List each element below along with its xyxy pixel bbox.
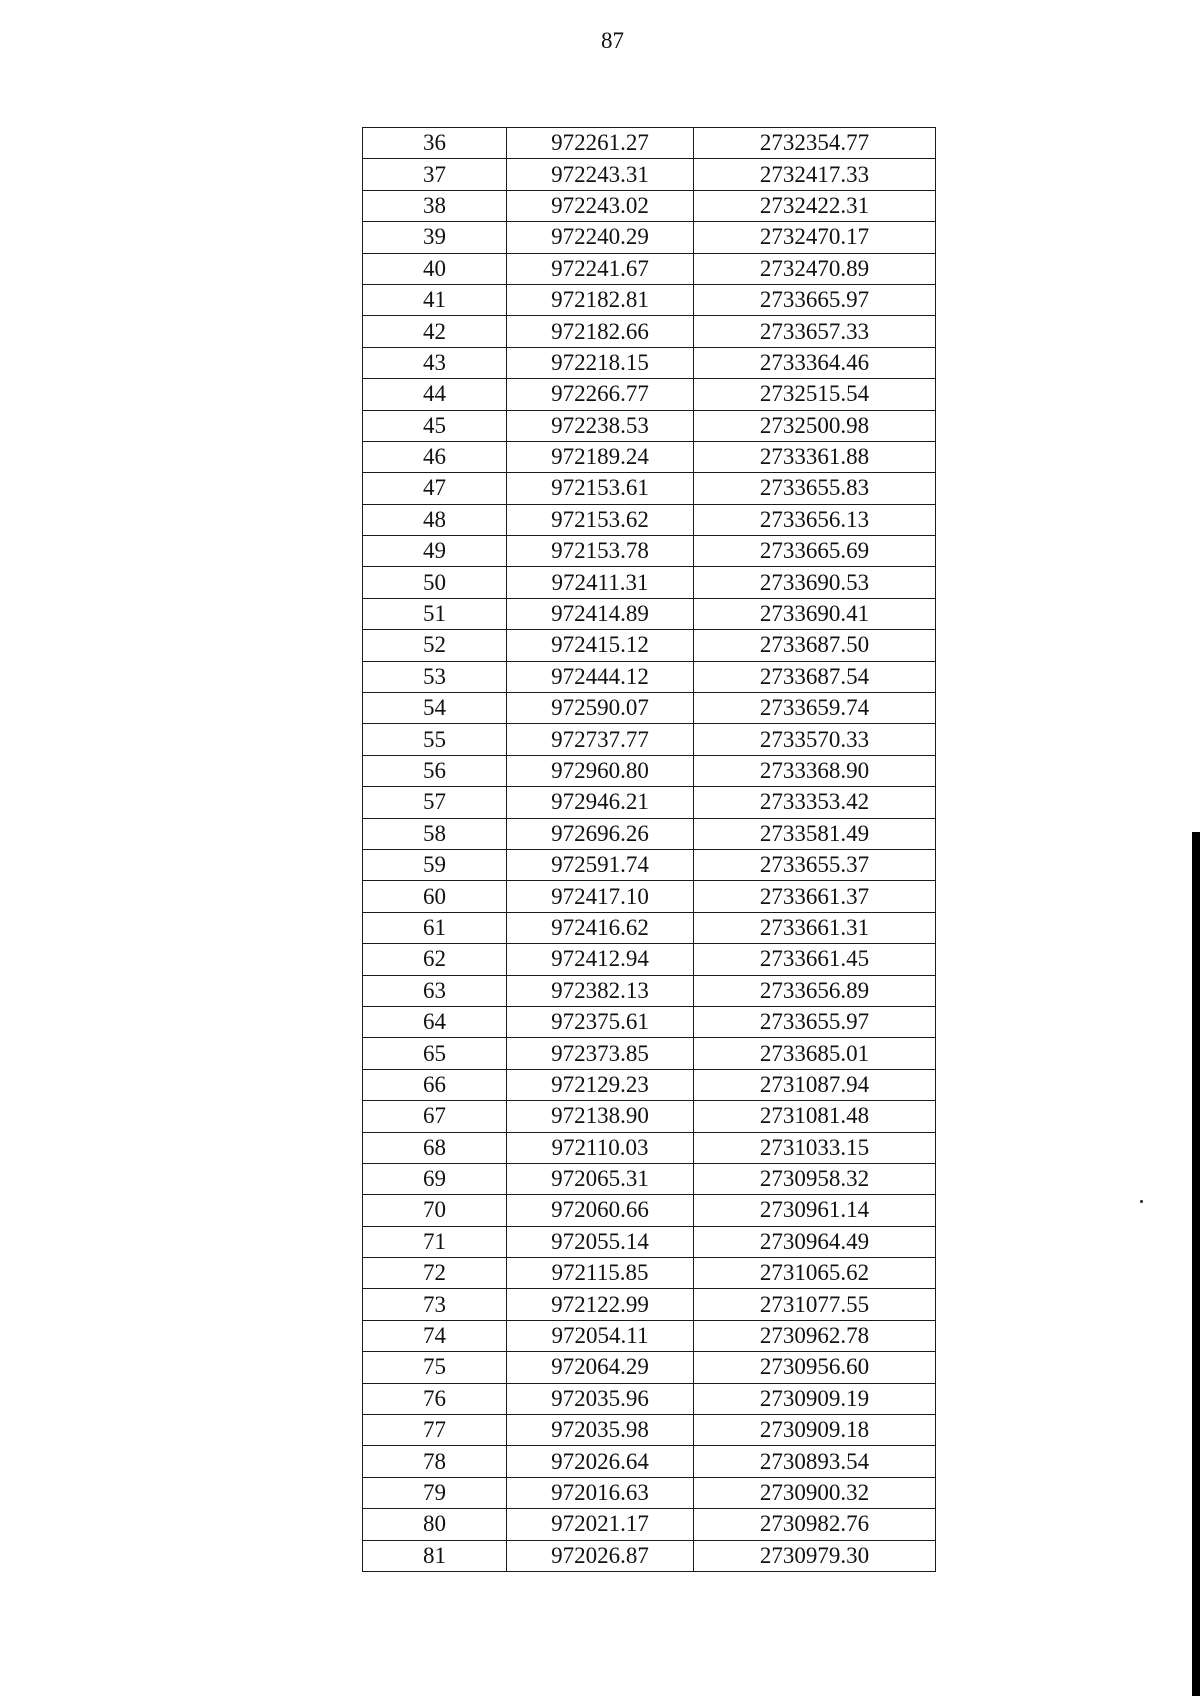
table-row (363, 1477, 936, 1508)
x-coordinate-cell: 972416.62 (507, 912, 694, 943)
table-row (363, 724, 936, 755)
table-row (363, 881, 936, 912)
x-coordinate-cell: 972590.07 (507, 693, 694, 724)
x-coordinate-cell: 972153.61 (507, 473, 694, 504)
x-coordinate-cell: 972382.13 (507, 975, 694, 1006)
y-coordinate-cell: 2731033.15 (694, 1132, 936, 1163)
y-coordinate-cell: 2732470.89 (694, 253, 936, 284)
point-number-cell: 80 (363, 1509, 507, 1540)
table-row (363, 567, 936, 598)
point-number-cell: 81 (363, 1540, 507, 1571)
x-coordinate-cell: 972261.27 (507, 128, 694, 159)
point-number-cell: 72 (363, 1258, 507, 1289)
table-row (363, 1006, 936, 1037)
x-coordinate-cell: 972375.61 (507, 1006, 694, 1037)
y-coordinate-cell: 2733581.49 (694, 818, 936, 849)
point-number-cell: 78 (363, 1446, 507, 1477)
x-coordinate-cell: 972591.74 (507, 849, 694, 880)
point-number-cell: 69 (363, 1163, 507, 1194)
x-coordinate-cell: 972021.17 (507, 1509, 694, 1540)
x-coordinate-cell: 972016.63 (507, 1477, 694, 1508)
table-row (363, 1101, 936, 1132)
point-number-cell: 61 (363, 912, 507, 943)
y-coordinate-cell: 2733687.50 (694, 630, 936, 661)
point-number-cell: 53 (363, 661, 507, 692)
table-row (363, 975, 936, 1006)
y-coordinate-cell: 2733364.46 (694, 347, 936, 378)
y-coordinate-cell: 2732470.17 (694, 222, 936, 253)
table-row (363, 1038, 936, 1069)
table-row (363, 128, 936, 159)
table-row (363, 441, 936, 472)
x-coordinate-cell: 972414.89 (507, 598, 694, 629)
table-row (363, 787, 936, 818)
y-coordinate-cell: 2733665.97 (694, 284, 936, 315)
point-number-cell: 37 (363, 159, 507, 190)
table-row (363, 944, 936, 975)
table-row (363, 630, 936, 661)
x-coordinate-cell: 972189.24 (507, 441, 694, 472)
point-number-cell: 54 (363, 693, 507, 724)
table-row (363, 222, 936, 253)
x-coordinate-cell: 972129.23 (507, 1069, 694, 1100)
y-coordinate-cell: 2730909.18 (694, 1415, 936, 1446)
point-number-cell: 38 (363, 190, 507, 221)
x-coordinate-cell: 972946.21 (507, 787, 694, 818)
y-coordinate-cell: 2733655.83 (694, 473, 936, 504)
point-number-cell: 63 (363, 975, 507, 1006)
point-number-cell: 43 (363, 347, 507, 378)
point-number-cell: 77 (363, 1415, 507, 1446)
x-coordinate-cell: 972182.66 (507, 316, 694, 347)
point-number-cell: 62 (363, 944, 507, 975)
table-row (363, 693, 936, 724)
x-coordinate-cell: 972412.94 (507, 944, 694, 975)
table-row (363, 316, 936, 347)
x-coordinate-cell: 972415.12 (507, 630, 694, 661)
y-coordinate-cell: 2730893.54 (694, 1446, 936, 1477)
point-number-cell: 65 (363, 1038, 507, 1069)
y-coordinate-cell: 2733685.01 (694, 1038, 936, 1069)
table-row (363, 473, 936, 504)
y-coordinate-cell: 2732500.98 (694, 410, 936, 441)
scan-edge-shadow (1192, 832, 1200, 1696)
x-coordinate-cell: 972065.31 (507, 1163, 694, 1194)
coordinate-table-body (363, 128, 936, 1572)
x-coordinate-cell: 972241.67 (507, 253, 694, 284)
point-number-cell: 58 (363, 818, 507, 849)
x-coordinate-cell: 972026.87 (507, 1540, 694, 1571)
point-number-cell: 49 (363, 536, 507, 567)
point-number-cell: 60 (363, 881, 507, 912)
y-coordinate-cell: 2730956.60 (694, 1352, 936, 1383)
table-row (363, 253, 936, 284)
x-coordinate-cell: 972035.96 (507, 1383, 694, 1414)
table-row (363, 536, 936, 567)
x-coordinate-cell: 972243.31 (507, 159, 694, 190)
y-coordinate-cell: 2733665.69 (694, 536, 936, 567)
y-coordinate-cell: 2730964.49 (694, 1226, 936, 1257)
y-coordinate-cell: 2732354.77 (694, 128, 936, 159)
x-coordinate-cell: 972138.90 (507, 1101, 694, 1132)
point-number-cell: 45 (363, 410, 507, 441)
table-row (363, 1320, 936, 1351)
table-row (363, 410, 936, 441)
x-coordinate-cell: 972243.02 (507, 190, 694, 221)
table-row (363, 379, 936, 410)
table-row (363, 1195, 936, 1226)
x-coordinate-cell: 972417.10 (507, 881, 694, 912)
x-coordinate-cell: 972411.31 (507, 567, 694, 598)
table-row (363, 849, 936, 880)
y-coordinate-cell: 2731065.62 (694, 1258, 936, 1289)
y-coordinate-cell: 2730900.32 (694, 1477, 936, 1508)
x-coordinate-cell: 972035.98 (507, 1415, 694, 1446)
y-coordinate-cell: 2730982.76 (694, 1509, 936, 1540)
point-number-cell: 74 (363, 1320, 507, 1351)
table-row (363, 1446, 936, 1477)
table-row (363, 190, 936, 221)
table-row (363, 1509, 936, 1540)
x-coordinate-cell: 972060.66 (507, 1195, 694, 1226)
point-number-cell: 46 (363, 441, 507, 472)
point-number-cell: 68 (363, 1132, 507, 1163)
y-coordinate-cell: 2731081.48 (694, 1101, 936, 1132)
x-coordinate-cell: 972737.77 (507, 724, 694, 755)
x-coordinate-cell: 972696.26 (507, 818, 694, 849)
y-coordinate-cell: 2733690.41 (694, 598, 936, 629)
table-row (363, 1540, 936, 1571)
y-coordinate-cell: 2733368.90 (694, 755, 936, 786)
point-number-cell: 36 (363, 128, 507, 159)
point-number-cell: 59 (363, 849, 507, 880)
y-coordinate-cell: 2733656.13 (694, 504, 936, 535)
point-number-cell: 48 (363, 504, 507, 535)
y-coordinate-cell: 2733655.97 (694, 1006, 936, 1037)
page-number: 87 (601, 28, 624, 53)
point-number-cell: 42 (363, 316, 507, 347)
point-number-cell: 66 (363, 1069, 507, 1100)
y-coordinate-cell: 2730962.78 (694, 1320, 936, 1351)
x-coordinate-cell: 972064.29 (507, 1352, 694, 1383)
y-coordinate-cell: 2733659.74 (694, 693, 936, 724)
table-row (363, 1289, 936, 1320)
y-coordinate-cell: 2733655.37 (694, 849, 936, 880)
point-number-cell: 67 (363, 1101, 507, 1132)
y-coordinate-cell: 2732422.31 (694, 190, 936, 221)
point-number-cell: 51 (363, 598, 507, 629)
y-coordinate-cell: 2733661.37 (694, 881, 936, 912)
x-coordinate-cell: 972218.15 (507, 347, 694, 378)
x-coordinate-cell: 972110.03 (507, 1132, 694, 1163)
point-number-cell: 56 (363, 755, 507, 786)
y-coordinate-cell: 2733661.45 (694, 944, 936, 975)
x-coordinate-cell: 972115.85 (507, 1258, 694, 1289)
y-coordinate-cell: 2732417.33 (694, 159, 936, 190)
x-coordinate-cell: 972153.62 (507, 504, 694, 535)
x-coordinate-cell: 972055.14 (507, 1226, 694, 1257)
table-row (363, 598, 936, 629)
table-row (363, 755, 936, 786)
x-coordinate-cell: 972240.29 (507, 222, 694, 253)
y-coordinate-cell: 2733687.54 (694, 661, 936, 692)
x-coordinate-cell: 972153.78 (507, 536, 694, 567)
point-number-cell: 44 (363, 379, 507, 410)
table-row (363, 504, 936, 535)
point-number-cell: 57 (363, 787, 507, 818)
x-coordinate-cell: 972373.85 (507, 1038, 694, 1069)
y-coordinate-cell: 2732515.54 (694, 379, 936, 410)
point-number-cell: 75 (363, 1352, 507, 1383)
table-row (363, 1132, 936, 1163)
point-number-cell: 79 (363, 1477, 507, 1508)
y-coordinate-cell: 2730909.19 (694, 1383, 936, 1414)
point-number-cell: 70 (363, 1195, 507, 1226)
table-row (363, 1069, 936, 1100)
table-row (363, 1415, 936, 1446)
point-number-cell: 64 (363, 1006, 507, 1037)
table-row (363, 912, 936, 943)
x-coordinate-cell: 972960.80 (507, 755, 694, 786)
table-row (363, 284, 936, 315)
point-number-cell: 52 (363, 630, 507, 661)
y-coordinate-cell: 2733656.89 (694, 975, 936, 1006)
table-row (363, 1163, 936, 1194)
coordinate-table (362, 127, 936, 1572)
y-coordinate-cell: 2730979.30 (694, 1540, 936, 1571)
point-number-cell: 39 (363, 222, 507, 253)
point-number-cell: 76 (363, 1383, 507, 1414)
table-row (363, 1226, 936, 1257)
x-coordinate-cell: 972054.11 (507, 1320, 694, 1351)
y-coordinate-cell: 2733353.42 (694, 787, 936, 818)
table-row (363, 1383, 936, 1414)
y-coordinate-cell: 2731087.94 (694, 1069, 936, 1100)
x-coordinate-cell: 972182.81 (507, 284, 694, 315)
y-coordinate-cell: 2733690.53 (694, 567, 936, 598)
point-number-cell: 55 (363, 724, 507, 755)
y-coordinate-cell: 2733661.31 (694, 912, 936, 943)
table-row (363, 1258, 936, 1289)
point-number-cell: 71 (363, 1226, 507, 1257)
x-coordinate-cell: 972238.53 (507, 410, 694, 441)
table-row (363, 661, 936, 692)
point-number-cell: 47 (363, 473, 507, 504)
point-number-cell: 73 (363, 1289, 507, 1320)
x-coordinate-cell: 972444.12 (507, 661, 694, 692)
table-row (363, 1352, 936, 1383)
scan-speck (1140, 1200, 1143, 1203)
y-coordinate-cell: 2733657.33 (694, 316, 936, 347)
x-coordinate-cell: 972266.77 (507, 379, 694, 410)
table-row (363, 159, 936, 190)
y-coordinate-cell: 2731077.55 (694, 1289, 936, 1320)
x-coordinate-cell: 972026.64 (507, 1446, 694, 1477)
table-row (363, 347, 936, 378)
table-row (363, 818, 936, 849)
point-number-cell: 50 (363, 567, 507, 598)
y-coordinate-cell: 2730961.14 (694, 1195, 936, 1226)
y-coordinate-cell: 2730958.32 (694, 1163, 936, 1194)
point-number-cell: 41 (363, 284, 507, 315)
y-coordinate-cell: 2733361.88 (694, 441, 936, 472)
x-coordinate-cell: 972122.99 (507, 1289, 694, 1320)
y-coordinate-cell: 2733570.33 (694, 724, 936, 755)
point-number-cell: 40 (363, 253, 507, 284)
